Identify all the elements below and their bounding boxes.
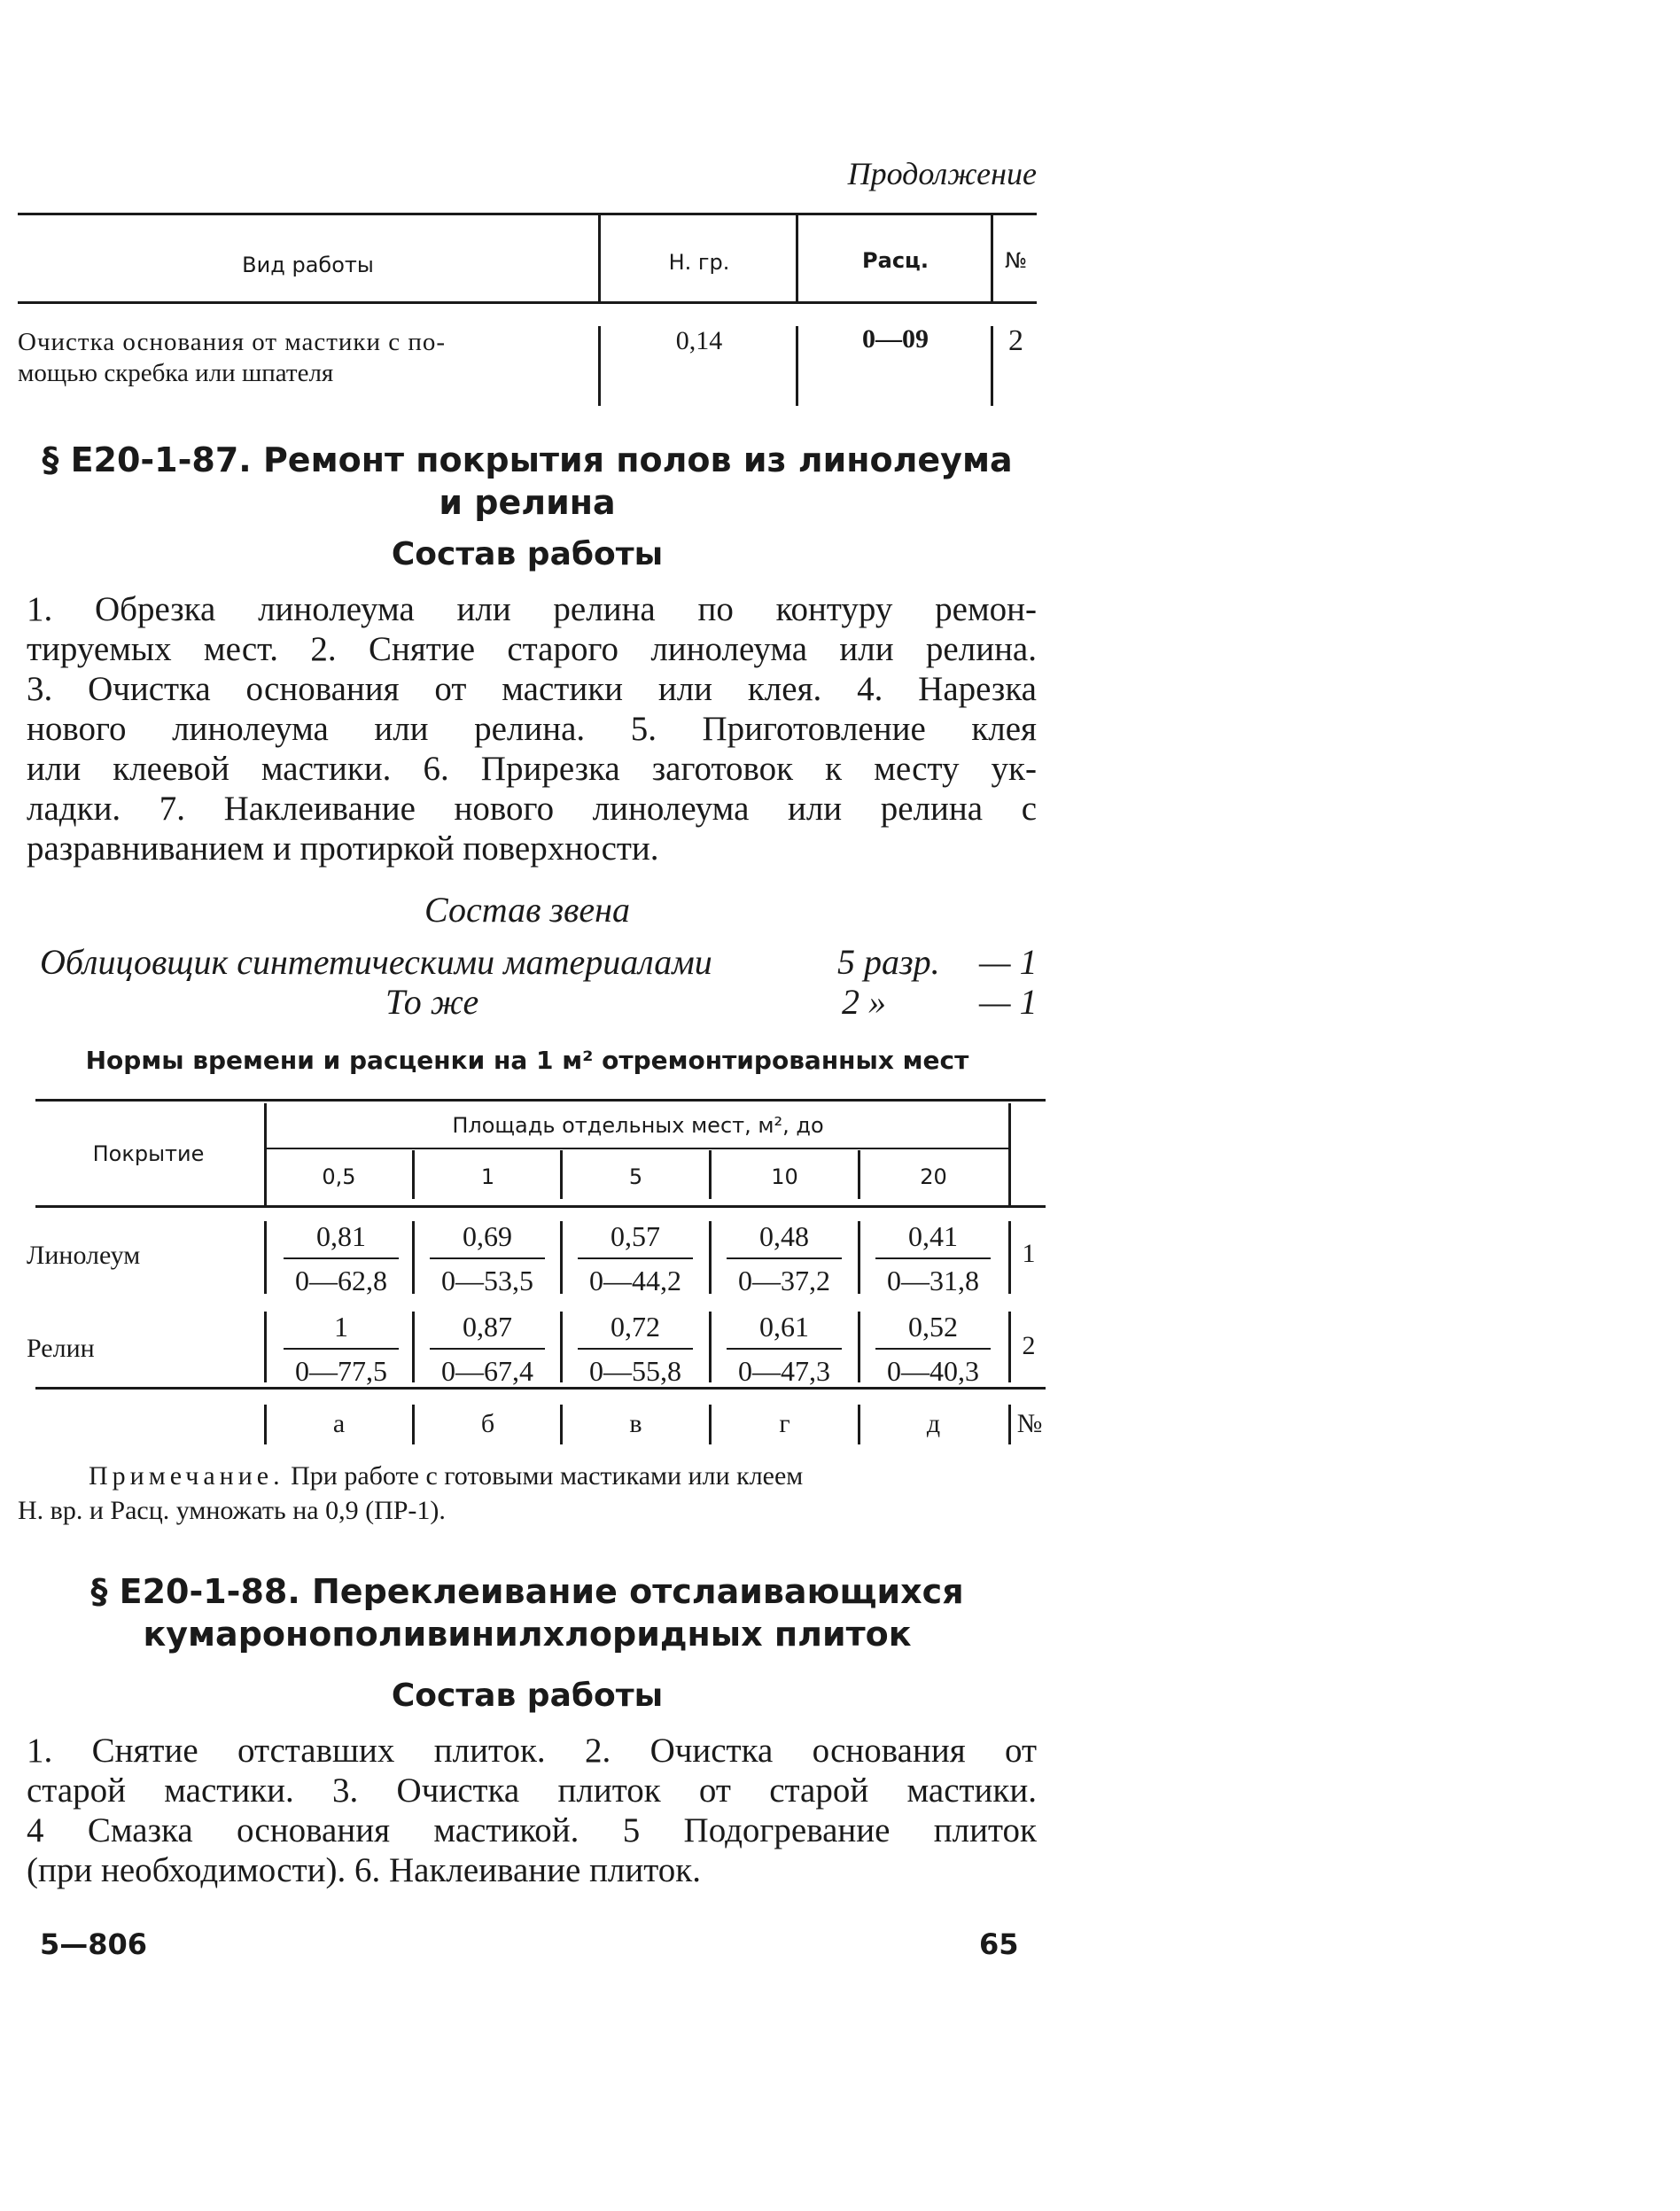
text-line: 3. Очистка основания от мастики или клея. 4. Нарезка: [27, 670, 1037, 708]
note-text: При работе с готовыми мастиками или клеем: [291, 1461, 804, 1491]
fraction-bar: [875, 1257, 991, 1259]
table-caption: Нормы времени и расценки на 1 м² отремонтированных мест: [85, 1046, 969, 1075]
fraction-bar: [727, 1257, 842, 1259]
column-divider: [1008, 1312, 1011, 1382]
crew-name: Облицовщик синтетическими материалами: [40, 942, 712, 982]
time-norm: 0,87: [463, 1311, 512, 1343]
fraction-bar: [284, 1348, 399, 1350]
crew-row: [40, 941, 1041, 981]
section-title-line-1: § Е20-1-87. Ремонт покрытия полов из линолеума: [42, 440, 1013, 479]
rate-value: 0—77,5: [295, 1355, 387, 1387]
section-title-line-2: и релина: [439, 483, 616, 522]
rate-value: 0—47,3: [738, 1355, 830, 1387]
text-line: старой мастики. 3. Очистка плиток от старой мастики.: [27, 1771, 1037, 1810]
column-divider: [560, 1221, 563, 1294]
rate-value: 0—53,5: [441, 1265, 533, 1296]
table-rule: [35, 1205, 1046, 1208]
crew-title: Состав звена: [424, 890, 630, 930]
table-note: [89, 1460, 1041, 1492]
work-line-1: Очистка основания от мастики с по-: [18, 328, 447, 356]
text-line: 4 Смазка основания мастикой. 5 Подогревание плиток: [27, 1811, 1037, 1849]
column-divider: [709, 1312, 712, 1382]
column-divider: [991, 326, 993, 406]
text-line: 1. Снятие отставших плиток. 2. Очистка основания от: [27, 1732, 1037, 1770]
work-line-2: мощью скребка или шпателя: [18, 359, 334, 387]
text-line: или клеевой мастики. 6. Прирезка заготовок к месту ук-: [27, 750, 1037, 788]
row-name: Линолеум: [27, 1241, 141, 1270]
column-divider: [991, 213, 993, 301]
rate-value: 0—31,8: [887, 1265, 979, 1296]
column-letter: г: [779, 1409, 790, 1438]
norms-table: [18, 1099, 1046, 1471]
column-divider: [560, 1312, 563, 1382]
column-divider: [264, 1221, 267, 1294]
table-rule: [35, 1099, 1046, 1102]
cell-value: [275, 1218, 408, 1298]
header-area: 20: [920, 1164, 947, 1189]
header-norm: Н. гр.: [668, 250, 730, 275]
cell-value: [421, 1218, 554, 1298]
rate-value: 0—67,4: [441, 1355, 533, 1387]
note-text-line-2: Н. вр. и Расц. умножать на 0,9 (ПР-1).: [18, 1496, 446, 1525]
time-norm: 0,81: [316, 1220, 366, 1252]
cell-value: [421, 1309, 554, 1389]
crew-row: [40, 981, 1041, 1021]
column-divider: [598, 213, 601, 301]
time-norm: 0,48: [759, 1220, 809, 1252]
column-letter: д: [926, 1409, 941, 1438]
cell-value: [569, 1309, 702, 1389]
time-norm: 1: [334, 1311, 348, 1343]
crew-grade: 5 разр.: [837, 942, 940, 982]
table-rule: [18, 213, 1037, 215]
fraction-bar: [875, 1348, 991, 1350]
continuation-label: Продолжение: [847, 156, 1037, 191]
column-divider: [264, 1312, 267, 1382]
header-rate: Расц.: [862, 248, 929, 273]
header-work-type: Вид работы: [242, 253, 374, 277]
fraction-bar: [727, 1348, 842, 1350]
column-divider: [598, 326, 601, 406]
header-area: 0,5: [322, 1164, 356, 1189]
column-divider: [709, 1221, 712, 1294]
rate-value: 0—09: [862, 324, 929, 354]
column-divider: [858, 1312, 860, 1382]
print-code: 5—806: [40, 1927, 148, 1961]
time-norm: 0,57: [611, 1220, 660, 1252]
note-label: Примечание.: [89, 1461, 284, 1491]
cell-value: [275, 1309, 408, 1389]
norm-value: 0,14: [675, 326, 723, 355]
column-divider: [796, 213, 798, 301]
row-number: 2: [1008, 324, 1023, 357]
time-norm: 0,72: [611, 1311, 660, 1343]
work-composition-text: [27, 1731, 1037, 1890]
row-number: 2: [1022, 1331, 1036, 1360]
cell-value: [718, 1218, 851, 1298]
fraction-bar: [430, 1348, 545, 1350]
text-line: 1. Обрезка линолеума или релина по контуру ремон-: [27, 590, 1037, 628]
rate-value: 0—37,2: [738, 1265, 830, 1296]
crew-count: — 1: [979, 982, 1038, 1022]
rate-value: 0—40,3: [887, 1355, 979, 1387]
cell-value: [867, 1309, 999, 1389]
header-area: 1: [480, 1164, 495, 1189]
cell-value: [569, 1218, 702, 1298]
row-name: Релин: [27, 1334, 95, 1363]
fraction-bar: [430, 1257, 545, 1259]
column-letter: б: [480, 1409, 495, 1438]
table-rule: [266, 1148, 1010, 1149]
column-divider: [1008, 1221, 1011, 1294]
fraction-bar: [284, 1257, 399, 1259]
fraction-bar: [578, 1348, 693, 1350]
cell-value: [718, 1309, 851, 1389]
column-divider: [412, 1221, 415, 1294]
time-norm: 0,69: [463, 1220, 512, 1252]
column-divider: [1008, 1405, 1011, 1444]
header-area: 10: [771, 1164, 798, 1189]
work-composition-title: Состав работы: [391, 536, 664, 572]
text-line: разравниванием и протиркой поверхности.: [27, 829, 659, 868]
rate-value: 0—55,8: [589, 1355, 681, 1387]
rate-value: 0—44,2: [589, 1265, 681, 1296]
text-line: ладки. 7. Наклеивание нового линолеума или релина с: [27, 790, 1037, 828]
text-line: нового линолеума или релина. 5. Приготовление клея: [27, 710, 1037, 748]
column-divider: [858, 1221, 860, 1294]
number-label: №: [1016, 1409, 1043, 1438]
column-letter: в: [629, 1409, 642, 1438]
row-number: 1: [1022, 1239, 1036, 1268]
text-line: тируемых мест. 2. Снятие старого линолеума или релина.: [27, 630, 1037, 668]
continuation-table: [18, 213, 1037, 408]
page-number: 65: [979, 1927, 1019, 1961]
column-letter: а: [332, 1409, 346, 1438]
rate-value: 0—62,8: [295, 1265, 387, 1296]
time-norm: 0,61: [759, 1311, 809, 1343]
section-title-line-2: кумаронополивинилхлоридных плиток: [143, 1615, 912, 1654]
header-number: №: [1005, 248, 1027, 273]
header-coating: Покрытие: [92, 1141, 205, 1166]
column-divider: [796, 326, 798, 406]
work-composition-title: Состав работы: [391, 1678, 664, 1714]
text-line: (при необходимости). 6. Наклеивание плиток.: [27, 1851, 701, 1889]
time-norm: 0,41: [908, 1220, 958, 1252]
header-area-group: Площадь отдельных мест, м², до: [452, 1113, 824, 1138]
fraction-bar: [578, 1257, 693, 1259]
crew-name: То же: [385, 982, 479, 1022]
work-composition-text: [27, 589, 1037, 868]
time-norm: 0,52: [908, 1311, 958, 1343]
section-title-line-1: § Е20-1-88. Переклеивание отслаивающихся: [90, 1572, 964, 1611]
column-divider: [412, 1312, 415, 1382]
cell-value: [867, 1218, 999, 1298]
crew-grade: 2 »: [842, 982, 886, 1022]
crew-count: — 1: [979, 942, 1038, 982]
header-area: 5: [628, 1164, 643, 1189]
table-rule: [18, 301, 1037, 304]
